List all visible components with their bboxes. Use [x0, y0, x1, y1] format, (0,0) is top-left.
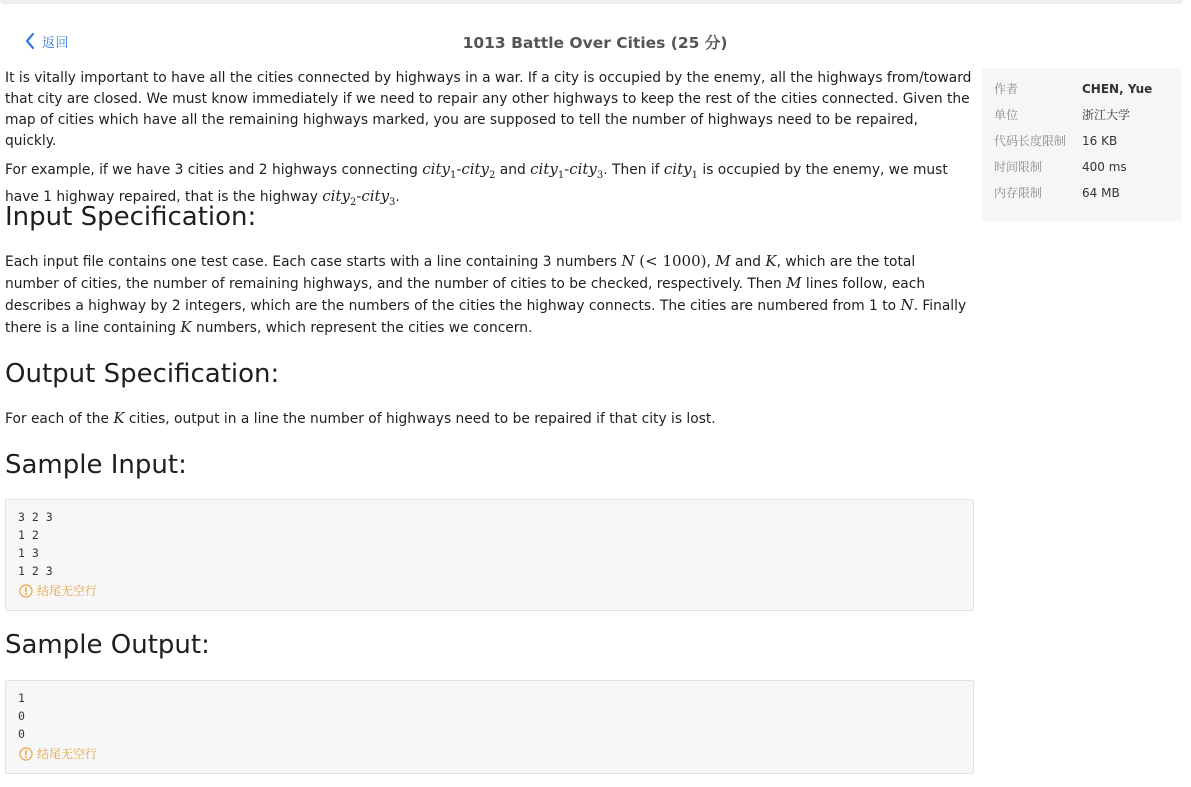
math: city$_1$: [422, 160, 457, 181]
math: city$_2$: [322, 187, 357, 208]
back-label: 返回: [42, 35, 70, 51]
math: city$_3$: [361, 187, 396, 208]
input-spec-heading: Input Specification:: [5, 202, 257, 232]
problem-info-panel: 作者 CHEN, Yue 单位 浙江大学 代码长度限制 16 KB 时间限制 400 ms 内存限制 64 MB: [982, 68, 1181, 221]
math: city$_3$: [569, 160, 604, 181]
input-spec-text: Each input file contains one test case. Each case starts with a line containing 3 numbers N (< 1000), M and K, which are the total number of cities, the number of remaining highways, and the number of cities to be checked, respectively. Then M lines follow, each describes a highway by 2 integers, which are the numbers of the cities the highway connects. The cities are numbered from 1 to N. Finally there is a line containing K numbers, which represent the cities we concern.: [5, 252, 967, 336]
text: For example, if we have 3 cities and 2 highways connecting: [5, 162, 423, 178]
output-spec-heading: Output Specification:: [5, 359, 280, 389]
math: city$_2$: [461, 160, 496, 181]
sample-output-code[interactable]: 1 0 0: [18, 691, 25, 741]
problem-description: [5, 68, 973, 213]
exclamation-circle-icon: [19, 747, 33, 761]
sample-input-heading: Sample Input:: [5, 450, 187, 480]
top-bar: [0, 0, 1183, 4]
output-spec-text: For each of the K cities, output in a line the number of highways need to be repaired if that city is lost.: [5, 409, 716, 427]
note-text: 结尾无空行: [37, 747, 98, 761]
sample-output-heading: Sample Output:: [5, 630, 210, 660]
note-text: 结尾无空行: [37, 584, 98, 598]
description-paragraph-1: It is vitally important to have all the cities connected by highways in a war. If a city is occupied by the enemy, all the highways from/toward that city are closed. We must know immediately if we need to repair any other highways to keep the rest of the cities connected. Given the map of cities which have all the remaining highways marked, you are supposed to tell the number of highways need to be repaired, quickly.: [5, 70, 972, 149]
math: city$_1$: [663, 160, 698, 181]
trailing-newline-note: [19, 582, 973, 599]
exclamation-circle-icon: [19, 584, 33, 598]
description-paragraph-2: For example, if we have 3 cities and 2 highways connecting city$_1$-city$_2$ and city$_1$-city$_3$. Then if city$_1$ is occupied by the enemy, we must have 1 highway repaired, that is the highway city$_2$-city$_3$.: [5, 160, 948, 208]
page-title: 1013 Battle Over Cities (25 分): [462, 34, 728, 52]
trailing-newline-note: [19, 745, 973, 762]
sample-input-box[interactable]: [5, 499, 974, 611]
math: city$_1$: [530, 160, 565, 181]
sample-output-box[interactable]: [5, 680, 974, 774]
sample-input-code[interactable]: 3 2 3 1 2 1 3 1 2 3: [18, 510, 53, 578]
chevron-left-icon: [24, 32, 37, 50]
back-button[interactable]: [24, 31, 69, 51]
